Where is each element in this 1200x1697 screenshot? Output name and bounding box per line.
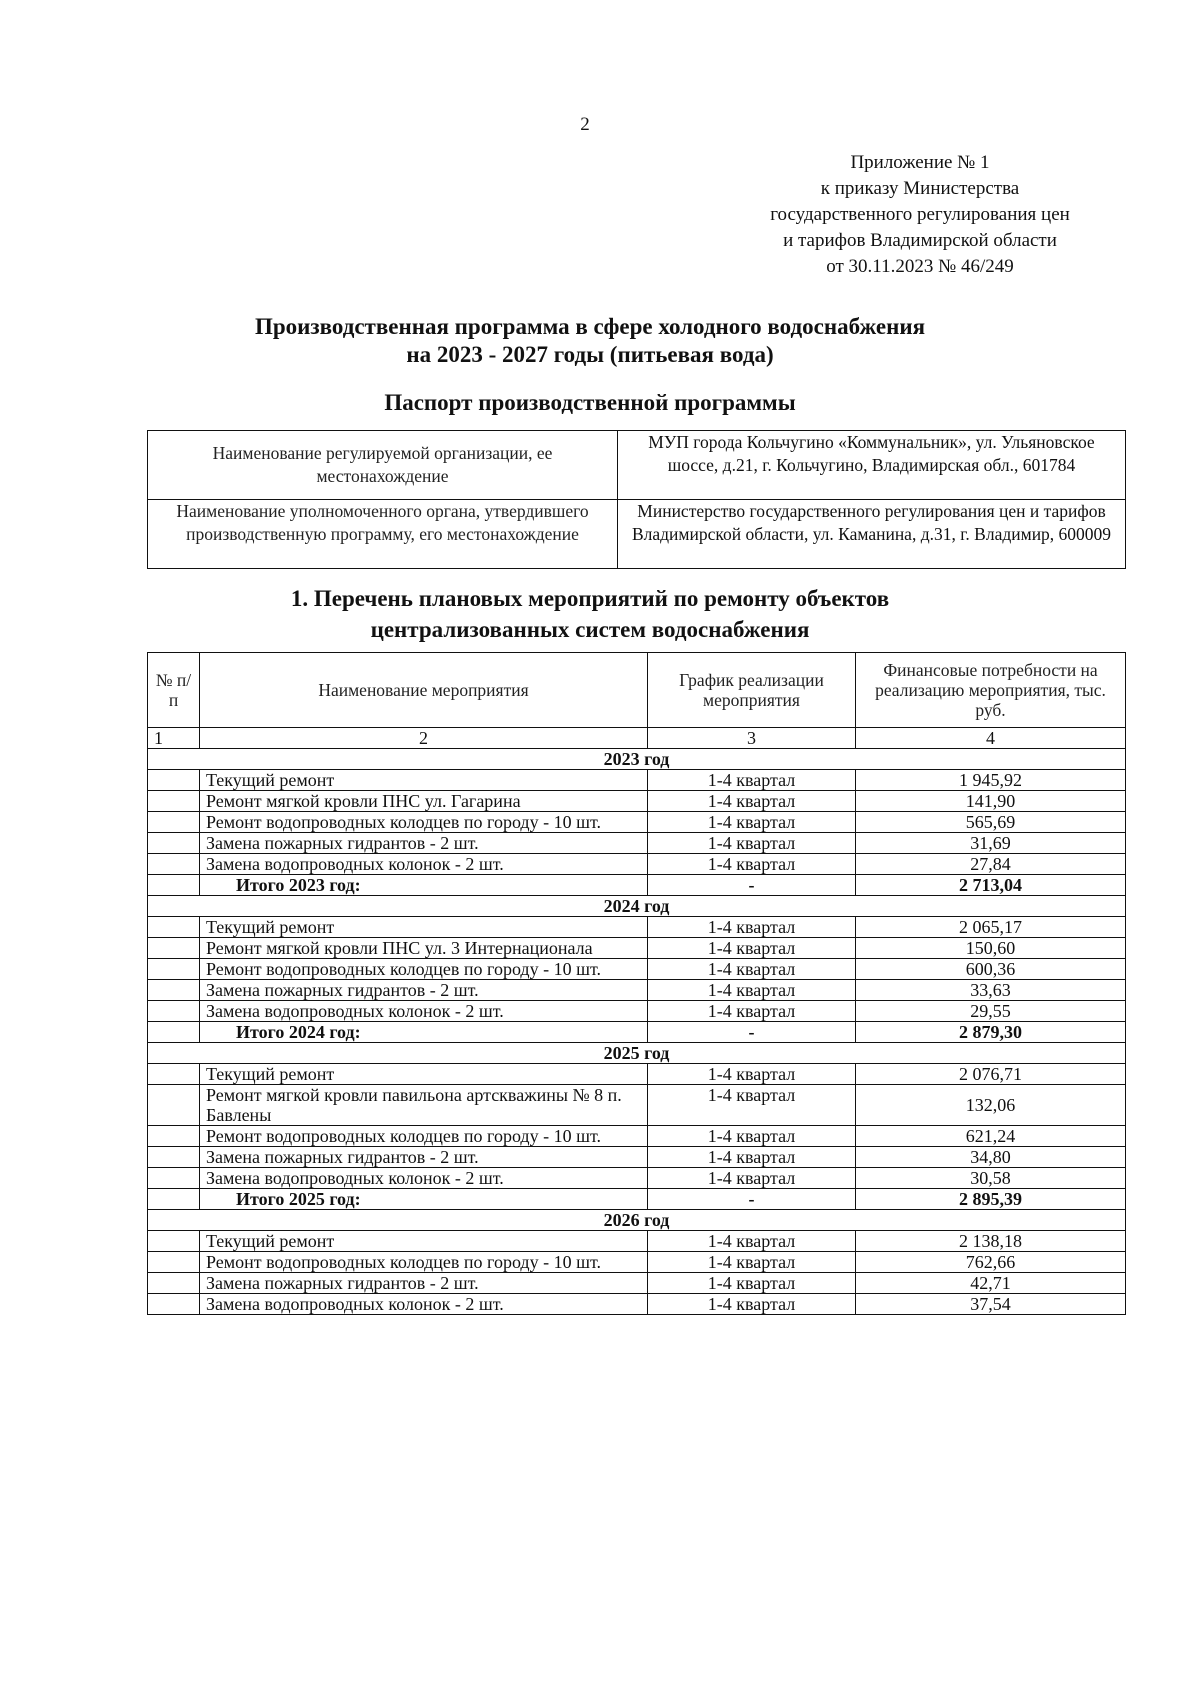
activity-schedule: 1-4 квартал <box>648 959 856 980</box>
activity-schedule: 1-4 квартал <box>648 1273 856 1294</box>
activity-cost: 565,69 <box>856 812 1126 833</box>
appendix-line: от 30.11.2023 № 46/249 <box>826 256 1014 277</box>
activity-name: Замена водопроводных колонок - 2 шт. <box>200 1294 648 1315</box>
table-row <box>148 1085 1126 1126</box>
passport-table <box>147 430 1126 569</box>
document-title <box>180 313 1000 369</box>
activity-name: Замена пожарных гидрантов - 2 шт. <box>200 1147 648 1168</box>
year-label: 2026 год <box>148 1210 1126 1231</box>
page-number: 2 <box>580 114 590 135</box>
year-label: 2025 год <box>148 1043 1126 1064</box>
table-row <box>148 791 1126 812</box>
appendix-line: к приказу Министерства <box>820 178 1020 199</box>
header-cell: № п/п <box>148 653 200 728</box>
activity-name: Замена водопроводных колонок - 2 шт. <box>200 1168 648 1189</box>
activity-cost: 2 065,17 <box>856 917 1126 938</box>
activity-schedule: 1-4 квартал <box>648 791 856 812</box>
activity-schedule: 1-4 квартал <box>648 938 856 959</box>
table-row <box>148 1231 1126 1252</box>
activity-name: Замена пожарных гидрантов - 2 шт. <box>200 1273 648 1294</box>
activity-name: Ремонт мягкой кровли павильона артскважины № 8 п. Бавлены <box>200 1085 648 1126</box>
table-row <box>148 980 1126 1001</box>
activity-schedule: 1-4 квартал <box>648 1168 856 1189</box>
section-title-line: 1. Перечень плановых мероприятий по ремонту объектов <box>290 586 890 611</box>
year-row <box>148 1210 1126 1231</box>
activity-cost: 600,36 <box>856 959 1126 980</box>
total-label: Итого 2023 год: <box>200 875 648 896</box>
table-row <box>148 1294 1126 1315</box>
header-cell: График реализации мероприятия <box>648 653 856 728</box>
year-row <box>148 749 1126 770</box>
table-row <box>148 812 1126 833</box>
section-title-line: централизованных систем водоснабжения <box>370 617 810 642</box>
table-header-row <box>148 653 1126 728</box>
passport-value: МУП города Кольчугино «Коммунальник», ул. Ульяновское шоссе, д.21, г. Кольчугино, Владимирская обл., 601784 <box>618 431 1126 500</box>
column-number-row <box>148 728 1126 749</box>
activity-name: Замена водопроводных колонок - 2 шт. <box>200 854 648 875</box>
activity-schedule: 1-4 квартал <box>648 1126 856 1147</box>
year-row <box>148 896 1126 917</box>
activity-cost: 33,63 <box>856 980 1126 1001</box>
activity-name: Ремонт водопроводных колодцев по городу - 10 шт. <box>200 812 648 833</box>
activity-cost: 132,06 <box>856 1085 1126 1126</box>
title-line: Производственная программа в сфере холодного водоснабжения <box>254 314 926 339</box>
activity-schedule: 1-4 квартал <box>648 770 856 791</box>
passport-label: Наименование регулируемой организации, ее местонахождение <box>148 431 618 500</box>
activity-schedule: 1-4 квартал <box>648 1294 856 1315</box>
activity-cost: 2 138,18 <box>856 1231 1126 1252</box>
appendix-block <box>720 150 1120 280</box>
header-cell: Наименование мероприятия <box>200 653 648 728</box>
activity-cost: 37,54 <box>856 1294 1126 1315</box>
passport-heading: Паспорт производственной программы <box>384 390 796 415</box>
table-row <box>148 917 1126 938</box>
total-cost: 2 879,30 <box>856 1022 1126 1043</box>
table-row <box>148 1252 1126 1273</box>
activity-name: Ремонт мягкой кровли ПНС ул. Гагарина <box>200 791 648 812</box>
passport-row <box>148 431 1126 500</box>
passport-label: Наименование уполномоченного органа, утвердившего производственную программу, его местонахождение <box>148 500 618 569</box>
activity-name: Ремонт водопроводных колодцев по городу - 10 шт. <box>200 959 648 980</box>
total-row <box>148 1189 1126 1210</box>
activity-name: Ремонт водопроводных колодцев по городу - 10 шт. <box>200 1126 648 1147</box>
activity-schedule: 1-4 квартал <box>648 854 856 875</box>
total-cost: 2 895,39 <box>856 1189 1126 1210</box>
activity-name: Замена пожарных гидрантов - 2 шт. <box>200 980 648 1001</box>
activity-cost: 2 076,71 <box>856 1064 1126 1085</box>
title-line: на 2023 - 2027 годы (питьевая вода) <box>406 342 774 367</box>
total-label: Итого 2025 год: <box>200 1189 648 1210</box>
column-number: 3 <box>648 728 856 749</box>
column-number: 1 <box>148 728 200 749</box>
activity-cost: 29,55 <box>856 1001 1126 1022</box>
year-label: 2024 год <box>148 896 1126 917</box>
activity-cost: 150,60 <box>856 938 1126 959</box>
activity-name: Ремонт мягкой кровли ПНС ул. 3 Интернационала <box>200 938 648 959</box>
activity-cost: 31,69 <box>856 833 1126 854</box>
activity-cost: 42,71 <box>856 1273 1126 1294</box>
table-row <box>148 1064 1126 1085</box>
activities-table <box>147 652 1126 1315</box>
activity-schedule: 1-4 квартал <box>648 1252 856 1273</box>
activity-schedule: 1-4 квартал <box>648 833 856 854</box>
year-row <box>148 1043 1126 1064</box>
total-row <box>148 875 1126 896</box>
activity-name: Текущий ремонт <box>200 1231 648 1252</box>
table-row <box>148 854 1126 875</box>
activity-name: Замена водопроводных колонок - 2 шт. <box>200 1001 648 1022</box>
activity-schedule: 1-4 квартал <box>648 917 856 938</box>
activity-cost: 762,66 <box>856 1252 1126 1273</box>
activity-name: Текущий ремонт <box>200 917 648 938</box>
total-cost: 2 713,04 <box>856 875 1126 896</box>
table-row <box>148 1126 1126 1147</box>
column-number: 4 <box>856 728 1126 749</box>
table-row <box>148 833 1126 854</box>
activity-cost: 141,90 <box>856 791 1126 812</box>
activity-schedule: 1-4 квартал <box>648 1147 856 1168</box>
table-row <box>148 1168 1126 1189</box>
activity-schedule: 1-4 квартал <box>648 1001 856 1022</box>
activity-name: Текущий ремонт <box>200 770 648 791</box>
activity-schedule: 1-4 квартал <box>648 812 856 833</box>
appendix-line: государственного регулирования цен <box>770 204 1070 225</box>
passport-value: Министерство государственного регулирования цен и тарифов Владимирской области, ул. Каманина, д.31, г. Владимир, 600009 <box>618 500 1126 569</box>
activity-cost: 34,80 <box>856 1147 1126 1168</box>
table-row <box>148 1001 1126 1022</box>
activity-schedule: 1-4 квартал <box>648 1231 856 1252</box>
total-schedule: - <box>648 875 856 896</box>
table-row <box>148 938 1126 959</box>
table-row <box>148 770 1126 791</box>
activity-name: Текущий ремонт <box>200 1064 648 1085</box>
total-schedule: - <box>648 1189 856 1210</box>
activity-cost: 621,24 <box>856 1126 1126 1147</box>
total-schedule: - <box>648 1022 856 1043</box>
total-row <box>148 1022 1126 1043</box>
activity-name: Ремонт водопроводных колодцев по городу - 10 шт. <box>200 1252 648 1273</box>
activity-cost: 30,58 <box>856 1168 1126 1189</box>
table-row <box>148 959 1126 980</box>
activity-cost: 1 945,92 <box>856 770 1126 791</box>
total-label: Итого 2024 год: <box>200 1022 648 1043</box>
table-row <box>148 1273 1126 1294</box>
year-label: 2023 год <box>148 749 1126 770</box>
table-row <box>148 1147 1126 1168</box>
activity-schedule: 1-4 квартал <box>648 980 856 1001</box>
activity-schedule: 1-4 квартал <box>648 1085 856 1126</box>
passport-row <box>148 500 1126 569</box>
column-number: 2 <box>200 728 648 749</box>
header-cell: Финансовые потребности на реализацию мероприятия, тыс. руб. <box>856 653 1126 728</box>
activity-name: Замена пожарных гидрантов - 2 шт. <box>200 833 648 854</box>
activity-schedule: 1-4 квартал <box>648 1064 856 1085</box>
appendix-line: и тарифов Владимирской области <box>783 230 1057 251</box>
activity-cost: 27,84 <box>856 854 1126 875</box>
section-title <box>180 583 1000 645</box>
appendix-line: Приложение № 1 <box>850 152 990 173</box>
